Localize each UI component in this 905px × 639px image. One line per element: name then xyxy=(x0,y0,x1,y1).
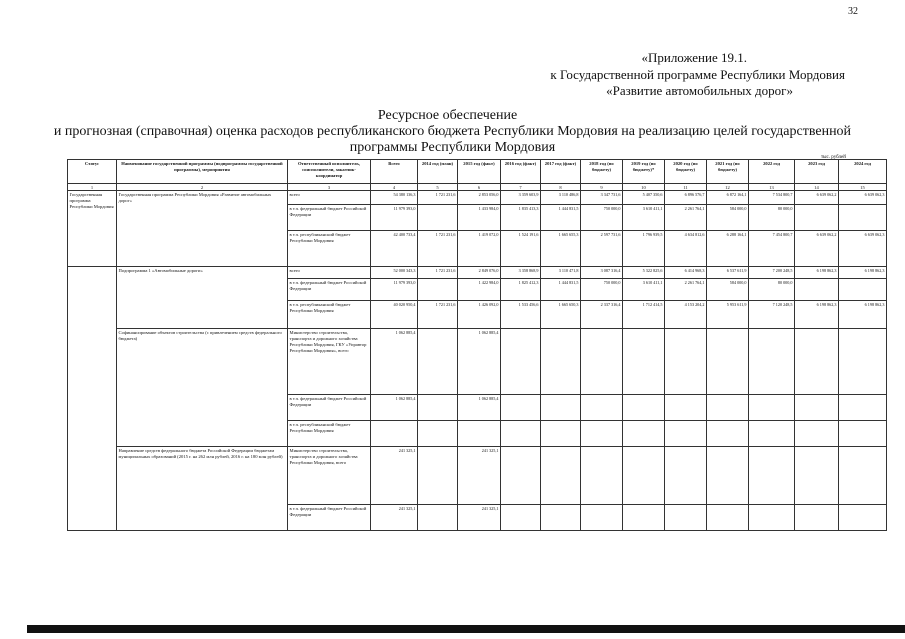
value-cell xyxy=(665,447,707,505)
column-number-cell: 12 xyxy=(707,184,749,191)
column-header: 2019 год (по бюджету)* xyxy=(623,160,665,184)
value-cell: 6 639 062,2 xyxy=(795,231,839,267)
value-cell: 1 835 413,3 xyxy=(501,205,541,231)
value-cell: 3 358 868,9 xyxy=(501,267,541,279)
units-label: тыс. рублей xyxy=(821,155,846,160)
source-cell: в т.ч. федеральный бюджет Российской Федерации xyxy=(288,395,371,421)
value-cell xyxy=(541,505,581,531)
appendix-line-1: «Приложение 19.1. xyxy=(641,50,747,65)
value-cell xyxy=(623,447,665,505)
value-cell: 7 454 800,7 xyxy=(749,231,795,267)
value-cell xyxy=(749,421,795,447)
table-row xyxy=(68,447,887,505)
value-cell xyxy=(839,279,887,301)
value-cell xyxy=(541,395,581,421)
source-cell: всего xyxy=(288,267,371,279)
program-name-cell: Государственная программа Республики Мордовия «Развитие автомобильных дорог» xyxy=(117,191,288,267)
value-cell: 5 407 350,6 xyxy=(623,191,665,205)
column-number-cell: 7 xyxy=(501,184,541,191)
value-cell: 7 200 248,5 xyxy=(749,267,795,279)
value-cell: 6 198 862,3 xyxy=(839,301,887,329)
value-cell: 1 524 191,6 xyxy=(501,231,541,267)
column-number-cell: 1 xyxy=(68,184,117,191)
column-header: 2024 год xyxy=(839,160,887,184)
value-cell: 1 062 885,4 xyxy=(458,395,501,421)
value-cell: 2 337 316,4 xyxy=(581,301,623,329)
value-cell: 1 665 655,3 xyxy=(541,231,581,267)
value-cell xyxy=(795,447,839,505)
value-cell: 1 426 092,0 xyxy=(458,301,501,329)
document-subtitle-line-2: программы Республики Мордовия xyxy=(349,140,556,155)
value-cell xyxy=(749,447,795,505)
appendix-line-3: «Развитие автомобильных дорог» xyxy=(606,83,793,98)
measure-name-cell: Направление средств федерального бюджета Российской Федерации бюджетам муниципальных образований (2015 г. на 262 млн рублей, 2016 г. на 180 млн рублей) xyxy=(117,447,288,531)
value-cell: 6 288 164,1 xyxy=(707,231,749,267)
value-cell xyxy=(795,505,839,531)
value-cell: 241 325,1 xyxy=(371,447,418,505)
value-cell xyxy=(795,329,839,395)
value-cell: 6 872 164,1 xyxy=(707,191,749,205)
column-number-cell: 10 xyxy=(623,184,665,191)
value-cell: 5 322 825,6 xyxy=(623,267,665,279)
value-cell xyxy=(749,329,795,395)
column-header: 2022 год xyxy=(749,160,795,184)
value-cell: 80 000,0 xyxy=(749,205,795,231)
value-cell: 6 198 862,3 xyxy=(795,301,839,329)
source-cell: в т.ч. республиканский бюджет Республики Мордовия xyxy=(288,301,371,329)
column-number-row xyxy=(68,184,887,191)
value-cell xyxy=(623,395,665,421)
source-cell: в т.ч. республиканский бюджет Республики Мордовия xyxy=(288,231,371,267)
value-cell: 6 639 062,3 xyxy=(839,231,887,267)
value-cell: 3 110 471,8 xyxy=(541,267,581,279)
value-cell: 750 000,0 xyxy=(581,279,623,301)
column-header: 2014 год (план) xyxy=(418,160,458,184)
value-cell: 3 610 411,1 xyxy=(623,205,665,231)
value-cell: 584 000,0 xyxy=(707,205,749,231)
value-cell: 1 444 831,5 xyxy=(541,279,581,301)
value-cell xyxy=(418,279,458,301)
value-cell xyxy=(749,395,795,421)
value-cell: 2 849 076,0 xyxy=(458,267,501,279)
value-cell xyxy=(418,395,458,421)
value-cell: 5 953 611,9 xyxy=(707,301,749,329)
bottom-border-bar xyxy=(27,625,905,633)
value-cell: 1 444 831,5 xyxy=(541,205,581,231)
value-cell: 3 110 486,8 xyxy=(541,191,581,205)
value-cell xyxy=(418,329,458,395)
column-number-cell: 2 xyxy=(117,184,288,191)
value-cell: 1 533 456,6 xyxy=(501,301,541,329)
subprogram-name-cell: Подпрограмма 1 «Автомобильные дороги» xyxy=(117,267,288,329)
value-cell: 6 537 611,9 xyxy=(707,267,749,279)
value-cell: 6 414 968,3 xyxy=(665,267,707,279)
value-cell xyxy=(839,421,887,447)
value-cell xyxy=(839,447,887,505)
column-number-cell: 13 xyxy=(749,184,795,191)
value-cell: 52 000 343,3 xyxy=(371,267,418,279)
value-cell xyxy=(541,421,581,447)
value-cell: 1 062 885,4 xyxy=(458,329,501,395)
value-cell: 241 325,1 xyxy=(371,505,418,531)
value-cell: 2 597 731,6 xyxy=(581,231,623,267)
column-header: 2015 год (факт) xyxy=(458,160,501,184)
value-cell xyxy=(501,395,541,421)
value-cell xyxy=(839,205,887,231)
column-number-cell: 6 xyxy=(458,184,501,191)
status-empty-cell xyxy=(68,267,117,531)
value-cell xyxy=(707,329,749,395)
column-header: Всего xyxy=(371,160,418,184)
value-cell xyxy=(795,205,839,231)
source-cell: всего xyxy=(288,191,371,205)
value-cell xyxy=(501,505,541,531)
value-cell: 1 433 984,0 xyxy=(458,205,501,231)
value-cell: 6 198 862,3 xyxy=(839,267,887,279)
value-cell: 3 347 731,6 xyxy=(581,191,623,205)
value-cell: 6 639 062,3 xyxy=(839,191,887,205)
value-cell: 584 000,0 xyxy=(707,279,749,301)
value-cell xyxy=(623,505,665,531)
program-status-cell: Государственная программа Республики Мордовия xyxy=(68,191,117,267)
value-cell xyxy=(707,447,749,505)
value-cell xyxy=(707,505,749,531)
value-cell: 4 634 812,6 xyxy=(665,231,707,267)
value-cell xyxy=(541,329,581,395)
value-cell xyxy=(839,505,887,531)
value-cell xyxy=(623,421,665,447)
column-header: Ответственный исполнитель, соисполнители, заказчик-координатор xyxy=(288,160,371,184)
value-cell: 1 062 885,4 xyxy=(371,329,418,395)
source-cell: в т.ч. федеральный бюджет Российской Федерации xyxy=(288,279,371,301)
source-cell: в т.ч. федеральный бюджет Российской Федерации xyxy=(288,505,371,531)
column-number-cell: 5 xyxy=(418,184,458,191)
value-cell: 750 000,0 xyxy=(581,205,623,231)
value-cell xyxy=(665,505,707,531)
column-header: 2018 год (по бюджету) xyxy=(581,160,623,184)
value-cell: 7 534 800,7 xyxy=(749,191,795,205)
column-header: Наименование государственной программы (подпрограммы государственной программы), мероприятия xyxy=(117,160,288,184)
column-header: 2021 год (по бюджету) xyxy=(707,160,749,184)
table-row xyxy=(68,191,887,205)
value-cell: 1 712 414,5 xyxy=(623,301,665,329)
value-cell xyxy=(541,447,581,505)
value-cell: 1 062 885,4 xyxy=(371,395,418,421)
value-cell xyxy=(795,279,839,301)
value-cell xyxy=(501,447,541,505)
page-number: 32 xyxy=(848,6,858,17)
value-cell xyxy=(665,395,707,421)
value-cell: 11 979 393,0 xyxy=(371,205,418,231)
value-cell xyxy=(501,329,541,395)
value-cell: 1 721 231,6 xyxy=(418,191,458,205)
value-cell xyxy=(665,329,707,395)
value-cell xyxy=(418,505,458,531)
value-cell: 2 261 764,1 xyxy=(665,279,707,301)
value-cell: 1 422 984,0 xyxy=(458,279,501,301)
value-cell xyxy=(371,421,418,447)
value-cell: 3 359 603,9 xyxy=(501,191,541,205)
column-number-cell: 15 xyxy=(839,184,887,191)
column-header: 2017 год (факт) xyxy=(541,160,581,184)
header-row xyxy=(68,160,887,184)
value-cell: 6 639 062,2 xyxy=(795,191,839,205)
value-cell xyxy=(707,421,749,447)
value-cell xyxy=(839,395,887,421)
value-cell xyxy=(458,421,501,447)
value-cell: 80 000,0 xyxy=(749,279,795,301)
value-cell xyxy=(581,395,623,421)
value-cell xyxy=(501,421,541,447)
value-cell: 6 896 576,7 xyxy=(665,191,707,205)
column-header: Статус xyxy=(68,160,117,184)
value-cell xyxy=(623,329,665,395)
table-row xyxy=(68,267,887,279)
value-cell: 1 721 231,6 xyxy=(418,231,458,267)
column-header: 2016 год (факт) xyxy=(501,160,541,184)
value-cell: 6 198 862,3 xyxy=(795,267,839,279)
value-cell: 2 853 056,0 xyxy=(458,191,501,205)
value-cell: 1 825 412,3 xyxy=(501,279,541,301)
value-cell xyxy=(795,421,839,447)
column-number-cell: 11 xyxy=(665,184,707,191)
document-title: Ресурсное обеспечение xyxy=(377,108,518,123)
resource-table xyxy=(67,159,887,531)
source-cell: в т.ч. республиканский бюджет Республики Мордовия xyxy=(288,421,371,447)
value-cell: 40 020 950,4 xyxy=(371,301,418,329)
value-cell: 11 979 393,0 xyxy=(371,279,418,301)
value-cell: 1 665 650,3 xyxy=(541,301,581,329)
value-cell xyxy=(581,505,623,531)
value-cell: 1 721 231,6 xyxy=(418,267,458,279)
column-header: 2020 год (по бюджету) xyxy=(665,160,707,184)
executor-cell: Министерство строительства, транспорта и дорожного хозяйства Республики Мордовия, ГКУ «Управтор Республики Мордовия», всего xyxy=(288,329,371,395)
table-row xyxy=(68,329,887,395)
value-cell xyxy=(795,395,839,421)
value-cell xyxy=(418,447,458,505)
value-cell xyxy=(839,329,887,395)
value-cell: 1 796 939,5 xyxy=(623,231,665,267)
value-cell xyxy=(581,447,623,505)
value-cell: 1 419 072,0 xyxy=(458,231,501,267)
column-header: 2023 год xyxy=(795,160,839,184)
value-cell xyxy=(707,395,749,421)
value-cell: 3 610 411,1 xyxy=(623,279,665,301)
value-cell: 2 261 764,1 xyxy=(665,205,707,231)
appendix-line-2: к Государственной программе Республики Мордовия xyxy=(550,67,845,82)
column-number-cell: 8 xyxy=(541,184,581,191)
value-cell: 1 721 231,6 xyxy=(418,301,458,329)
value-cell: 241 325,1 xyxy=(458,505,501,531)
executor-cell: Министерство строительства, транспорта и дорожного хозяйства Республики Мордовия, всего xyxy=(288,447,371,505)
value-cell xyxy=(665,421,707,447)
column-number-cell: 3 xyxy=(288,184,371,191)
value-cell xyxy=(581,329,623,395)
column-number-cell: 14 xyxy=(795,184,839,191)
value-cell: 7 120 248,5 xyxy=(749,301,795,329)
value-cell: 3 087 316,4 xyxy=(581,267,623,279)
value-cell: 241 325,1 xyxy=(458,447,501,505)
value-cell xyxy=(749,505,795,531)
column-number-cell: 9 xyxy=(581,184,623,191)
measure-name-cell: Софинансирование объектов строительства (с привлечением средств федерального бюджета) xyxy=(117,329,288,447)
value-cell: 42 400 733,4 xyxy=(371,231,418,267)
source-cell: в т.ч. федеральный бюджет Российской Федерации xyxy=(288,205,371,231)
value-cell: 54 380 136,3 xyxy=(371,191,418,205)
value-cell xyxy=(418,421,458,447)
document-subtitle-line-1: и прогнозная (справочная) оценка расходов республиканского бюджета Республики Мордовия на реализацию целей государственной xyxy=(53,124,852,139)
column-number-cell: 4 xyxy=(371,184,418,191)
value-cell: 4 153 204,2 xyxy=(665,301,707,329)
value-cell xyxy=(418,205,458,231)
value-cell xyxy=(581,421,623,447)
